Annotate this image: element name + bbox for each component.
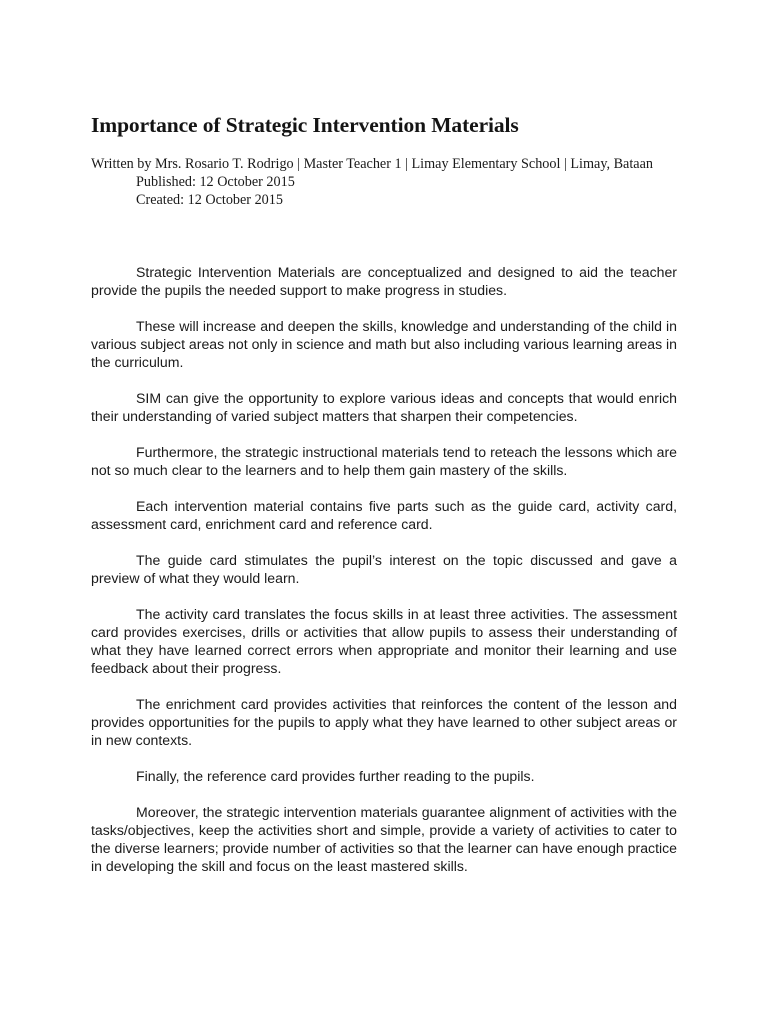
- document-page: [91, 110, 677, 893]
- body-paragraph: The activity card translates the focus skills in at least three activities. The assessment card provides exercises, drills or activities that allow pupils to assess their understanding of what they have learned correct errors when appropriate and monitor their learning and use feedback about their progress.: [91, 606, 677, 676]
- published-date: Published: 12 October 2015: [136, 174, 295, 190]
- body-paragraph: Each intervention material contains five parts such as the guide card, activity card, assessment card, enrichment card and reference card.: [91, 498, 677, 532]
- body-paragraph: SIM can give the opportunity to explore various ideas and concepts that would enrich their understanding of varied subject matters that sharpen their competencies.: [91, 390, 677, 424]
- body-paragraph: Furthermore, the strategic instructional materials tend to reteach the lessons which are not so much clear to the learners and to help them gain mastery of the skills.: [91, 444, 677, 478]
- body-paragraph: The enrichment card provides activities that reinforces the content of the lesson and provides opportunities for the pupils to apply what they have learned to other subject areas or in new contexts.: [91, 696, 677, 748]
- body-paragraph: Moreover, the strategic intervention materials guarantee alignment of activities with the tasks/objectives, keep the activities short and simple, provide a variety of activities to cater to the diverse learners; provide number of activities so that the learner can have enough practice in developing the skill and focus on the least mastered skills.: [91, 804, 678, 874]
- body-paragraph: The guide card stimulates the pupil’s interest on the topic discussed and gave a preview of what they would learn.: [91, 552, 677, 586]
- article-body: [91, 263, 677, 875]
- page-title: Importance of Strategic Intervention Materials: [91, 113, 519, 137]
- body-paragraph: These will increase and deepen the skills, knowledge and understanding of the child in various subject areas not only in science and math but also including various learning areas in the curriculum.: [91, 318, 678, 370]
- author-byline: Written by Mrs. Rosario T. Rodrigo | Master Teacher 1 | Limay Elementary School | Limay, Bataan: [91, 156, 653, 172]
- created-date: Created: 12 October 2015: [136, 192, 283, 208]
- body-paragraph: Strategic Intervention Materials are conceptualized and designed to aid the teacher provide the pupils the needed support to make progress in studies.: [91, 264, 677, 298]
- body-paragraph: Finally, the reference card provides further reading to the pupils.: [136, 768, 535, 784]
